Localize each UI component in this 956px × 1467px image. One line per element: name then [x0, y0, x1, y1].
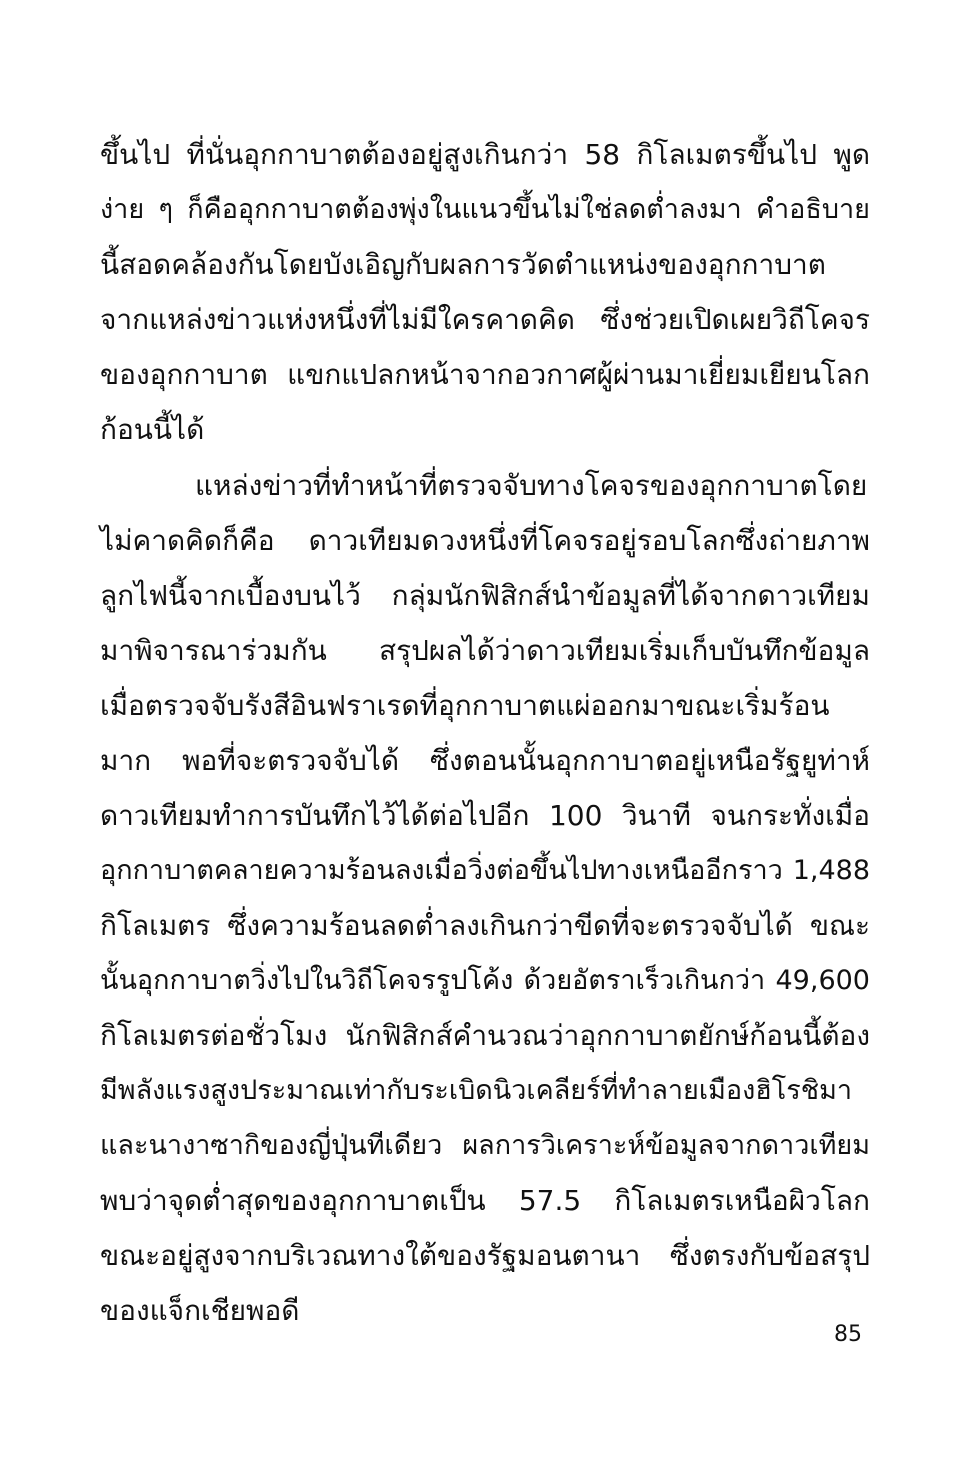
text-line [100, 127, 870, 182]
text-segment: ขณะอยู่สูงจากบริเวณทางใต้ของรัฐมอนตานา [100, 1239, 641, 1272]
text-segment: แขกแปลกหน้าจากอวกาศผู้ผ่านมาเยี่ยมเยียนโลก [287, 358, 870, 391]
text-line [100, 292, 870, 347]
text-segment: ขณะ [809, 909, 870, 942]
text-line [100, 1008, 870, 1063]
text-line [100, 1063, 870, 1118]
paragraph-1 [100, 127, 870, 457]
text-segment: ก็คืออุกกาบาตต้องพุ่งในแนวขึ้นไม่ใช่ลดต่ำลงมา [187, 194, 742, 225]
text-segment: พอที่จะตรวจจับได้ [182, 744, 400, 777]
text-segment: ด้วยอัตราเร็วเกินกว่า [523, 965, 766, 996]
text-segment: ซึ่งความร้อนลดต่ำลงเกินกว่าขีดที่จะตรวจจับได้ [227, 909, 793, 942]
text-segment: ไม่คาดคิดก็คือ [100, 524, 275, 557]
page-number: 85 [834, 1322, 862, 1347]
text-segment: จนกระทั่งเมื่อ [710, 799, 870, 832]
text-segment: มีพลังแรงสูงประมาณเท่ากับระเบิดนิวเคลียร์ที่ทำลายเมืองฮิโรชิมา [100, 1075, 853, 1106]
text-segment: ซึ่งช่วยเปิดเผยวิถีโคจร [600, 303, 870, 336]
text-segment: ดาวเทียมดวงหนึ่งที่โคจรอยู่รอบโลกซึ่งถ่ายภาพ [308, 524, 870, 557]
text-segment: 49,600 [775, 965, 870, 996]
paragraph-2 [100, 458, 870, 1338]
text-segment: เมื่อตรวจจับรังสีอินฟราเรดที่อุกกาบาตแผ่ออกมาขณะเริ่มร้อน [100, 689, 830, 722]
text-segment: คำอธิบาย [755, 194, 870, 225]
text-segment: มาก [100, 744, 152, 777]
text-segment: ซึ่งตรงกับข้อสรุป [669, 1239, 870, 1272]
text-segment: 57.5 [518, 1184, 582, 1217]
text-segment: ๆ [158, 194, 173, 225]
text-segment: ซึ่งตอนนั้นอุกกาบาตอยู่เหนือรัฐยูท่าห์ [430, 744, 870, 777]
text-line [100, 733, 870, 788]
text-segment: ลูกไฟนี้จากเบื้องบนไว้ [100, 579, 361, 612]
text-line [100, 568, 870, 623]
text-segment: พูด [833, 138, 870, 171]
text-segment: 58 [584, 138, 621, 171]
text-line [100, 1118, 870, 1173]
text-segment: 1,488 [792, 855, 870, 886]
text-segment: จากแหล่งข่าวแห่งหนึ่งที่ไม่มีใครคาดคิด [100, 303, 575, 336]
text-segment: ก้อนนี้ได้ [100, 413, 205, 446]
text-segment: มาพิจารณาร่วมกัน [100, 634, 327, 667]
text-line [100, 458, 870, 513]
text-segment: วินาที [621, 799, 691, 832]
text-line [100, 788, 870, 843]
text-line [100, 347, 870, 402]
text-segment: อุกกาบาตคลายความร้อนลงเมื่อวิ่งต่อขึ้นไปทางเหนืออีกราว [100, 855, 783, 886]
text-segment: กิโลเมตร [100, 909, 211, 942]
text-segment: ขึ้นไป [100, 138, 171, 171]
text-segment: แหล่งข่าวที่ทำหน้าที่ตรวจจับทางโคจรของอุกกาบาตโดย [195, 469, 868, 502]
text-segment: พบว่าจุดต่ำสุดของอุกกาบาตเป็น [100, 1184, 486, 1217]
text-segment: 100 [548, 799, 603, 832]
text-segment: นั้นอุกกาบาตวิ่งไปในวิถีโคจรรูปโค้ง [100, 965, 514, 996]
text-line [100, 898, 870, 953]
text-segment: กลุ่มนักฟิสิกส์นำข้อมูลที่ได้จากดาวเทียม [391, 579, 870, 612]
text-line [100, 678, 870, 733]
text-segment: นี้สอดคล้องกันโดยบังเอิญกับผลการวัดตำแหน่งของอุกกาบาต [100, 248, 826, 281]
text-line [100, 953, 870, 1008]
text-segment: ดาวเทียมทำการบันทึกไว้ได้ต่อไปอีก [100, 799, 530, 832]
text-segment: กิโลเมตรต่อชั่วโมง [100, 1019, 328, 1052]
text-line [100, 402, 870, 457]
text-line [100, 1173, 870, 1228]
text-segment: ของอุกกาบาต [100, 358, 268, 391]
text-segment: กิโลเมตรเหนือผิวโลก [614, 1184, 870, 1217]
text-segment: นักฟิสิกส์คำนวณว่าอุกกาบาตยักษ์ก้อนนี้ต้อง [345, 1019, 870, 1052]
text-line [100, 237, 870, 292]
text-segment: กิโลเมตรขึ้นไป [636, 138, 817, 171]
text-segment: ที่นั่นอุกกาบาตต้องอยู่สูงเกินกว่า [186, 138, 569, 171]
text-segment: ง่าย [100, 194, 145, 225]
text-segment: และนางาซากิของญี่ปุ่นทีเดียว [100, 1130, 443, 1161]
text-line [100, 1283, 870, 1338]
text-line [100, 843, 870, 898]
text-segment: ผลการวิเคราะห์ข้อมูลจากดาวเทียม [462, 1130, 870, 1161]
text-line [100, 513, 870, 568]
text-line [100, 1228, 870, 1283]
text-segment: สรุปผลได้ว่าดาวเทียมเริ่มเก็บบันทึกข้อมูล [379, 634, 870, 667]
text-segment: ของแจ็กเชียพอดี [100, 1294, 300, 1327]
text-line [100, 182, 870, 237]
text-line [100, 623, 870, 678]
